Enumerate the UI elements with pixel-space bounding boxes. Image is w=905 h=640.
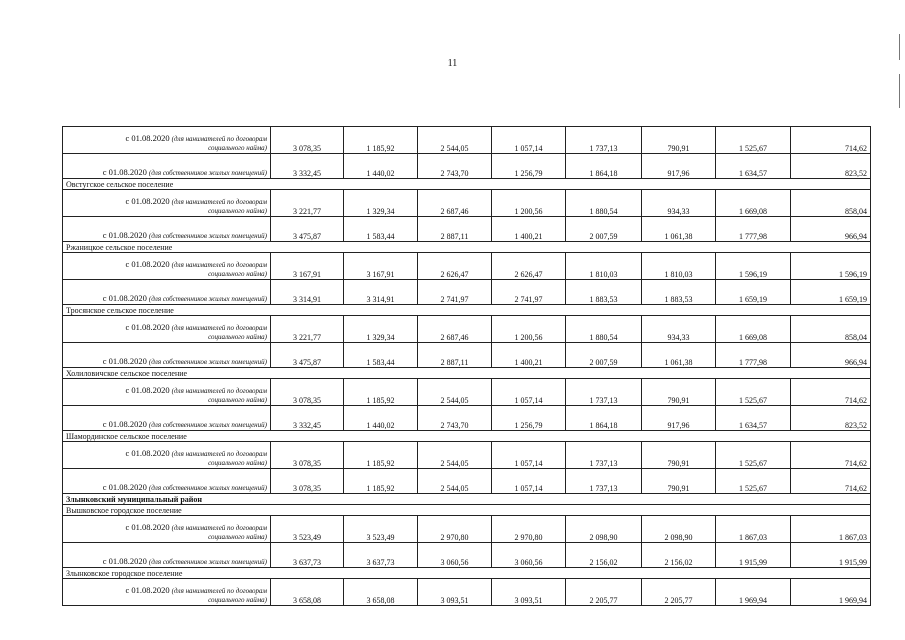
owner-note: (для собственников жилых помещений) bbox=[148, 484, 267, 492]
tariff-value: 3 093,51 bbox=[418, 579, 492, 606]
tariff-value: 1 596,19 bbox=[791, 253, 871, 280]
tariff-value: 1 200,56 bbox=[492, 190, 566, 217]
settlement-name: Тросянское сельское поселение bbox=[63, 305, 871, 316]
tariff-value: 1 880,54 bbox=[566, 190, 642, 217]
tariff-value: 1 737,13 bbox=[566, 379, 642, 406]
row-label bbox=[63, 579, 271, 606]
tenant-note: (для нанимателей по договорам bbox=[171, 587, 267, 595]
tenant-note-continued: социального найма) bbox=[208, 459, 267, 467]
tariff-value: 1 185,92 bbox=[344, 442, 418, 469]
tariff-value: 1 525,67 bbox=[716, 127, 791, 154]
tariff-value: 1 864,18 bbox=[566, 154, 642, 179]
tariff-value: 3 167,91 bbox=[344, 253, 418, 280]
tenant-note: (для нанимателей по договорам bbox=[171, 524, 267, 532]
tariff-value: 1 061,38 bbox=[642, 343, 716, 368]
settlement-name: Шамординское сельское поселение bbox=[63, 431, 871, 442]
settlement-name: Вышковское городское поселение bbox=[63, 505, 871, 516]
tariff-value: 790,91 bbox=[642, 469, 716, 494]
tenant-note: (для нанимателей по договорам bbox=[171, 450, 267, 458]
section-row bbox=[63, 431, 871, 442]
tenant-note-continued: социального найма) bbox=[208, 333, 267, 341]
tenant-note-continued: социального найма) bbox=[208, 596, 267, 604]
tariff-value: 3 314,91 bbox=[344, 280, 418, 305]
tariff-value: 1 737,13 bbox=[566, 469, 642, 494]
tariff-value: 858,04 bbox=[791, 190, 871, 217]
row-label bbox=[63, 543, 271, 568]
tariff-value: 1 659,19 bbox=[791, 280, 871, 305]
tariff-value: 3 167,91 bbox=[271, 253, 344, 280]
tariff-row bbox=[63, 579, 871, 606]
tariff-value: 2 626,47 bbox=[492, 253, 566, 280]
row-label-line bbox=[66, 134, 267, 144]
row-label-line bbox=[66, 260, 267, 270]
tariff-value: 790,91 bbox=[642, 379, 716, 406]
tariff-value: 714,62 bbox=[791, 469, 871, 494]
row-label bbox=[63, 469, 271, 494]
tariff-value: 1 329,34 bbox=[344, 316, 418, 343]
tariff-value: 2 544,05 bbox=[418, 379, 492, 406]
owner-note: (для собственников жилых помещений) bbox=[148, 358, 267, 366]
tariff-value: 1 969,94 bbox=[791, 579, 871, 606]
section-row bbox=[63, 505, 871, 516]
tariff-value: 790,91 bbox=[642, 127, 716, 154]
row-label bbox=[63, 406, 271, 431]
tariff-value: 1 400,21 bbox=[492, 343, 566, 368]
row-label bbox=[63, 190, 271, 217]
section-row bbox=[63, 305, 871, 316]
date-label: с 01.08.2020 bbox=[102, 230, 147, 240]
tariff-value: 714,62 bbox=[791, 379, 871, 406]
tariff-value: 3 060,56 bbox=[418, 543, 492, 568]
tariff-value: 3 523,49 bbox=[271, 516, 344, 543]
date-label: с 01.08.2020 bbox=[125, 585, 170, 595]
tenant-note-continued: социального найма) bbox=[208, 396, 267, 404]
row-label bbox=[63, 379, 271, 406]
tenant-note-continued: социального найма) bbox=[208, 144, 267, 152]
tariff-value: 1 634,57 bbox=[716, 406, 791, 431]
tariff-value: 1 400,21 bbox=[492, 217, 566, 242]
tariff-value: 2 741,97 bbox=[418, 280, 492, 305]
row-label-line bbox=[66, 449, 267, 459]
tariff-value: 1 057,14 bbox=[492, 442, 566, 469]
tariff-value: 3 637,73 bbox=[271, 543, 344, 568]
row-label bbox=[63, 154, 271, 179]
tariff-value: 3 658,08 bbox=[271, 579, 344, 606]
tariff-row bbox=[63, 442, 871, 469]
section-row bbox=[63, 242, 871, 253]
tariff-value: 2 626,47 bbox=[418, 253, 492, 280]
tariff-value: 714,62 bbox=[791, 442, 871, 469]
row-label bbox=[63, 253, 271, 280]
section-row bbox=[63, 568, 871, 579]
tariff-value: 1 969,94 bbox=[716, 579, 791, 606]
tariff-row bbox=[63, 379, 871, 406]
tariff-row bbox=[63, 516, 871, 543]
tariff-value: 934,33 bbox=[642, 190, 716, 217]
page-number: 11 bbox=[447, 58, 458, 69]
tariff-value: 1 659,19 bbox=[716, 280, 791, 305]
row-label bbox=[63, 280, 271, 305]
tenant-note: (для нанимателей по договорам bbox=[171, 198, 267, 206]
tariff-value: 858,04 bbox=[791, 316, 871, 343]
tariff-value: 2 007,59 bbox=[566, 217, 642, 242]
tariff-value: 3 332,45 bbox=[271, 406, 344, 431]
tariff-value: 3 093,51 bbox=[492, 579, 566, 606]
tariff-row bbox=[63, 406, 871, 431]
tariff-value: 3 078,35 bbox=[271, 469, 344, 494]
tariff-value: 1 583,44 bbox=[344, 217, 418, 242]
date-label: с 01.08.2020 bbox=[102, 419, 147, 429]
tariff-value: 1 256,79 bbox=[492, 154, 566, 179]
tariff-row bbox=[63, 190, 871, 217]
tariff-value: 1 440,02 bbox=[344, 154, 418, 179]
owner-note: (для собственников жилых помещений) bbox=[148, 558, 267, 566]
section-row bbox=[63, 179, 871, 190]
tariff-value: 1 880,54 bbox=[566, 316, 642, 343]
tariff-value: 714,62 bbox=[791, 127, 871, 154]
tariff-value: 2 687,46 bbox=[418, 316, 492, 343]
tariff-row bbox=[63, 217, 871, 242]
tariff-value: 934,33 bbox=[642, 316, 716, 343]
tariff-value: 1 256,79 bbox=[492, 406, 566, 431]
tariff-value: 3 658,08 bbox=[344, 579, 418, 606]
tariff-value: 1 867,03 bbox=[716, 516, 791, 543]
tariff-value: 2 743,70 bbox=[418, 154, 492, 179]
tariff-value: 1 525,67 bbox=[716, 442, 791, 469]
settlement-name: Овстугское сельское поселение bbox=[63, 179, 871, 190]
tariff-value: 1 525,67 bbox=[716, 379, 791, 406]
tariff-value: 3 221,77 bbox=[271, 316, 344, 343]
tariff-value: 3 221,77 bbox=[271, 190, 344, 217]
tariff-value: 2 887,11 bbox=[418, 343, 492, 368]
row-label bbox=[63, 442, 271, 469]
date-label: с 01.08.2020 bbox=[102, 356, 147, 366]
tariff-row bbox=[63, 343, 871, 368]
row-label bbox=[63, 343, 271, 368]
tariff-value: 1 634,57 bbox=[716, 154, 791, 179]
tariff-value: 2 205,77 bbox=[642, 579, 716, 606]
tariff-value: 1 669,08 bbox=[716, 316, 791, 343]
tariff-value: 2 098,90 bbox=[566, 516, 642, 543]
row-label bbox=[63, 316, 271, 343]
tariff-value: 1 057,14 bbox=[492, 379, 566, 406]
tariff-value: 2 687,46 bbox=[418, 190, 492, 217]
date-label: с 01.08.2020 bbox=[125, 522, 170, 532]
tariff-value: 1 185,92 bbox=[344, 379, 418, 406]
tariff-row bbox=[63, 154, 871, 179]
tariff-value: 3 314,91 bbox=[271, 280, 344, 305]
tariff-value: 3 060,56 bbox=[492, 543, 566, 568]
row-label-line bbox=[66, 523, 267, 533]
tariff-value: 3 475,87 bbox=[271, 343, 344, 368]
tariff-value: 3 637,73 bbox=[344, 543, 418, 568]
tariff-value: 1 200,56 bbox=[492, 316, 566, 343]
tariff-row bbox=[63, 316, 871, 343]
tenant-note: (для нанимателей по договорам bbox=[171, 135, 267, 143]
tariff-value: 3 078,35 bbox=[271, 127, 344, 154]
row-label-line bbox=[66, 386, 267, 396]
date-label: с 01.08.2020 bbox=[125, 196, 170, 206]
tariff-value: 917,96 bbox=[642, 406, 716, 431]
date-label: с 01.08.2020 bbox=[125, 133, 170, 143]
owner-note: (для собственников жилых помещений) bbox=[148, 295, 267, 303]
tariff-value: 2 205,77 bbox=[566, 579, 642, 606]
tariff-value: 1 883,53 bbox=[642, 280, 716, 305]
tariff-value: 2 544,05 bbox=[418, 442, 492, 469]
tariff-value: 1 061,38 bbox=[642, 217, 716, 242]
tariff-value: 1 525,67 bbox=[716, 469, 791, 494]
tariff-value: 1 596,19 bbox=[716, 253, 791, 280]
tariff-value: 1 777,98 bbox=[716, 217, 791, 242]
tariff-value: 1 864,18 bbox=[566, 406, 642, 431]
row-label bbox=[63, 217, 271, 242]
tariff-value: 1 185,92 bbox=[344, 469, 418, 494]
tariff-value: 3 475,87 bbox=[271, 217, 344, 242]
tariff-value: 1 915,99 bbox=[791, 543, 871, 568]
section-row bbox=[63, 368, 871, 379]
tariff-value: 966,94 bbox=[791, 343, 871, 368]
tariff-table bbox=[62, 126, 871, 606]
row-label bbox=[63, 516, 271, 543]
tariff-value: 790,91 bbox=[642, 442, 716, 469]
tariff-row bbox=[63, 543, 871, 568]
tariff-row bbox=[63, 469, 871, 494]
settlement-name: Ржаницкое сельское поселение bbox=[63, 242, 871, 253]
tariff-value: 2 098,90 bbox=[642, 516, 716, 543]
tariff-value: 1 883,53 bbox=[566, 280, 642, 305]
tariff-value: 2 741,97 bbox=[492, 280, 566, 305]
owner-note: (для собственников жилых помещений) bbox=[148, 232, 267, 240]
tariff-value: 1 777,98 bbox=[716, 343, 791, 368]
tariff-value: 1 737,13 bbox=[566, 127, 642, 154]
tariff-value: 1 329,34 bbox=[344, 190, 418, 217]
date-label: с 01.08.2020 bbox=[125, 259, 170, 269]
date-label: с 01.08.2020 bbox=[125, 448, 170, 458]
settlement-name: Холиловичское сельское поселение bbox=[63, 368, 871, 379]
tenant-note-continued: социального найма) bbox=[208, 207, 267, 215]
tenant-note: (для нанимателей по договорам bbox=[171, 324, 267, 332]
tariff-value: 1 057,14 bbox=[492, 127, 566, 154]
tariff-value: 1 440,02 bbox=[344, 406, 418, 431]
tariff-value: 2 544,05 bbox=[418, 127, 492, 154]
tariff-row bbox=[63, 127, 871, 154]
tariff-value: 3 332,45 bbox=[271, 154, 344, 179]
row-label bbox=[63, 127, 271, 154]
tariff-value: 823,52 bbox=[791, 406, 871, 431]
tariff-value: 1 867,03 bbox=[791, 516, 871, 543]
tenant-note: (для нанимателей по договорам bbox=[171, 261, 267, 269]
tariff-value: 966,94 bbox=[791, 217, 871, 242]
tariff-value: 2 156,02 bbox=[566, 543, 642, 568]
tariff-value: 917,96 bbox=[642, 154, 716, 179]
tariff-value: 2 970,80 bbox=[418, 516, 492, 543]
tenant-note-continued: социального найма) bbox=[208, 533, 267, 541]
tariff-value: 3 523,49 bbox=[344, 516, 418, 543]
tariff-value: 3 078,35 bbox=[271, 379, 344, 406]
tariff-value: 1 185,92 bbox=[344, 127, 418, 154]
owner-note: (для собственников жилых помещений) bbox=[148, 169, 267, 177]
tariff-value: 1 583,44 bbox=[344, 343, 418, 368]
district-name: Злынковский муниципальный район bbox=[63, 494, 871, 505]
owner-note: (для собственников жилых помещений) bbox=[148, 421, 267, 429]
tariff-value: 2 743,70 bbox=[418, 406, 492, 431]
tariff-value: 1 057,14 bbox=[492, 469, 566, 494]
row-label-line bbox=[66, 586, 267, 596]
tariff-value: 2 887,11 bbox=[418, 217, 492, 242]
tenant-note-continued: социального найма) bbox=[208, 270, 267, 278]
date-label: с 01.08.2020 bbox=[125, 322, 170, 332]
tariff-row bbox=[63, 280, 871, 305]
tariff-row bbox=[63, 253, 871, 280]
scan-edge-line bbox=[899, 34, 900, 60]
tariff-value: 1 810,03 bbox=[566, 253, 642, 280]
tariff-value: 1 737,13 bbox=[566, 442, 642, 469]
tenant-note: (для нанимателей по договорам bbox=[171, 387, 267, 395]
tariff-table-body bbox=[63, 127, 871, 606]
date-label: с 01.08.2020 bbox=[125, 385, 170, 395]
tariff-value: 1 915,99 bbox=[716, 543, 791, 568]
date-label: с 01.08.2020 bbox=[102, 556, 147, 566]
scan-edge-line bbox=[899, 74, 900, 108]
tariff-value: 1 810,03 bbox=[642, 253, 716, 280]
row-label-line bbox=[66, 197, 267, 207]
tariff-value: 2 970,80 bbox=[492, 516, 566, 543]
date-label: с 01.08.2020 bbox=[102, 482, 147, 492]
tariff-value: 823,52 bbox=[791, 154, 871, 179]
date-label: с 01.08.2020 bbox=[102, 167, 147, 177]
tariff-value: 3 078,35 bbox=[271, 442, 344, 469]
tariff-value: 2 007,59 bbox=[566, 343, 642, 368]
tariff-value: 1 669,08 bbox=[716, 190, 791, 217]
settlement-name: Злынковское городское поселение bbox=[63, 568, 871, 579]
tariff-value: 2 544,05 bbox=[418, 469, 492, 494]
district-row bbox=[63, 494, 871, 505]
date-label: с 01.08.2020 bbox=[102, 293, 147, 303]
row-label-line bbox=[66, 323, 267, 333]
tariff-value: 2 156,02 bbox=[642, 543, 716, 568]
